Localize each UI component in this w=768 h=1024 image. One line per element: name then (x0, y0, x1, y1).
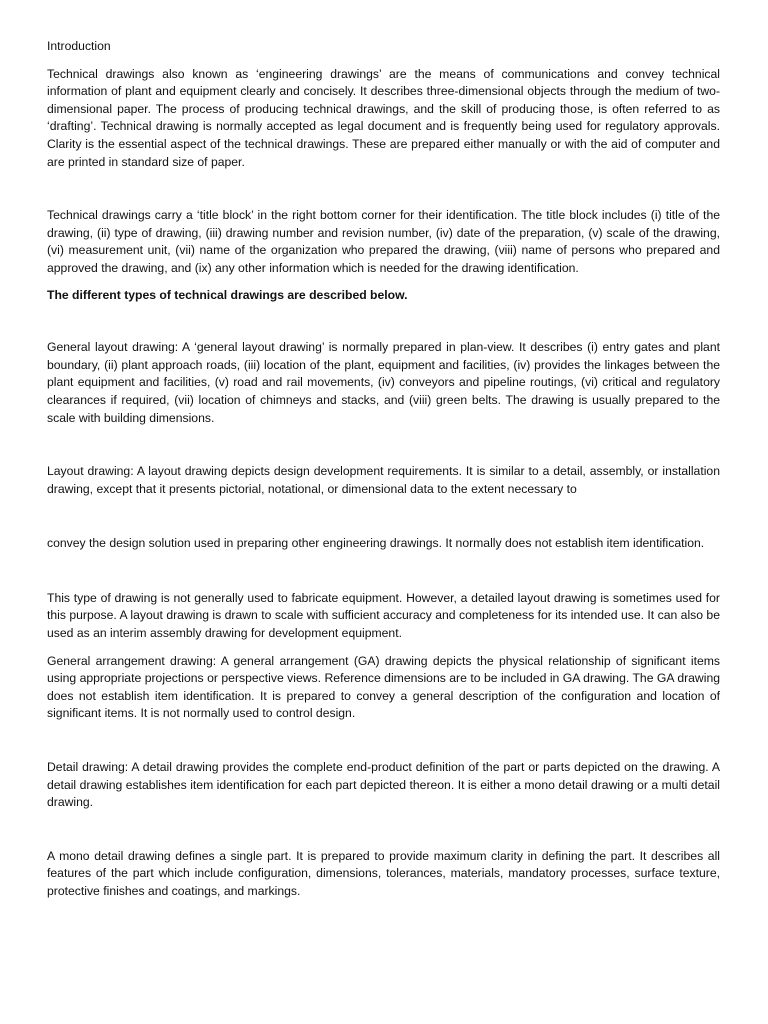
section-title: Introduction (47, 39, 111, 53)
paragraph-layout-drawing: Layout drawing: A layout drawing depicts design development requirements. It is similar to a detail, assembly, or installation drawing, except that it presents pictorial, notational, or dimensional data to the extent necessary to (47, 464, 720, 496)
paragraph-general-layout: General layout drawing: A ‘general layout drawing’ is normally prepared in plan-view. It describes (i) entry gates and plant boundary, (ii) plant approach roads, (iii) location of the plant, equipment and facilities, (iv) provides the linkages between the plant equipment and facilities, (v) road and rail movements, (iv) conveyors and pipeline routings, (vi) critical and regulatory clearances if required, (vii) location of chimneys and stacks, and (viii) green belts. The drawing is usually prepared to the scale with building dimensions. (47, 340, 720, 425)
paragraph-types-heading: The different types of technical drawings are described below. (47, 287, 408, 302)
document-page (47, 38, 720, 901)
paragraph-layout-usage: This type of drawing is not generally used to fabricate equipment. However, a detailed layout drawing is sometimes used for this purpose. A layout drawing is drawn to scale with sufficient accuracy and completeness for its intended use. It can also be used as an interim assembly drawing for development equipment. (47, 590, 720, 641)
paragraph-mono-detail: A mono detail drawing defines a single part. It is prepared to provide maximum clarity in defining the part. It describes all features of the part which include configuration, dimensions, tolerances, materials, mandatory processes, surface texture, protective finishes and coatings, and markings. (47, 848, 720, 898)
paragraph-general-arrangement: General arrangement drawing: A general arrangement (GA) drawing depicts the physical relationship of significant items using appropriate projections or perspective views. Reference dimensions are to be included in GA drawing. The GA drawing does not establish item identification. It is prepared to convey a general description of the configuration and location of significant items. It is not normally used to control design. (47, 653, 720, 721)
paragraph-layout-continued: convey the design solution used in preparing other engineering drawings. It normally does not establish item identification. (47, 536, 705, 551)
paragraph-detail-drawing: Detail drawing: A detail drawing provides the complete end-product definition of the part or parts depicted on the drawing. A detail drawing establishes item identification for each part depicted thereon. It is either a mono detail drawing or a multi detail drawing. (47, 760, 720, 810)
paragraph-intro: Technical drawings also known as ‘engineering drawings’ are the means of communications and convey technical information of plant and equipment clearly and concisely. It describes three-dimensional objects through the medium of two-dimensional paper. The process of producing technical drawings, and the skill of producing those, is often referred to as ‘drafting’. Technical drawing is normally accepted as legal document and is frequently being used for regulatory approvals. Clarity is the essential aspect of the technical drawings. These are prepared either manually or with the aid of computer and are printed in standard size of paper. (47, 66, 720, 169)
paragraph-title-block: Technical drawings carry a ‘title block’ in the right bottom corner for their identification. The title block includes (i) title of the drawing, (ii) type of drawing, (iii) drawing number and revision number, (iv) date of the preparation, (v) scale of the drawing, (vi) measurement unit, (vii) name of the organization who prepared the drawing, (viii) name of persons who prepared and approved the drawing, and (ix) any other information which is needed for the drawing identification. (47, 208, 720, 275)
